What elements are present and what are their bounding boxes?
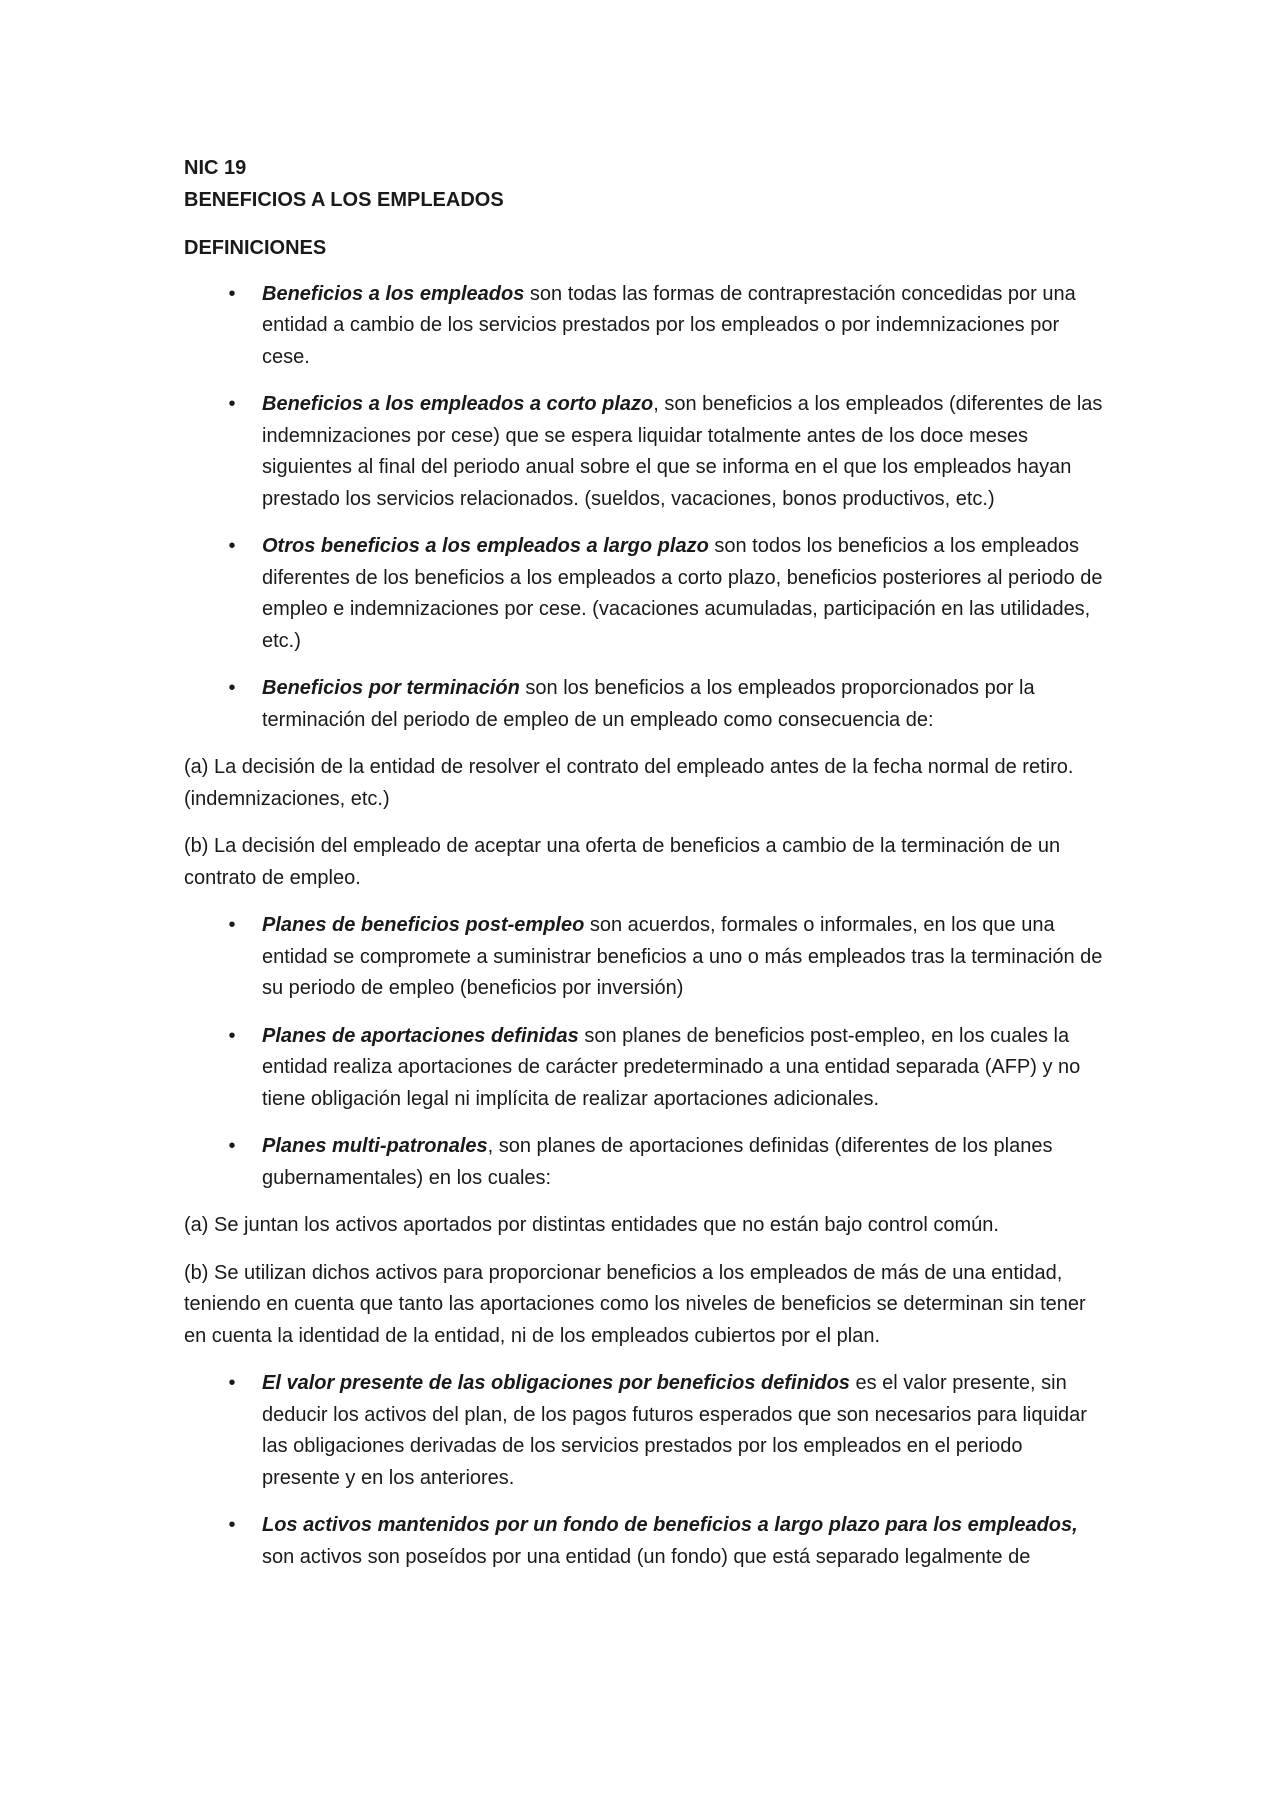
bullet-icon: • (228, 535, 236, 557)
definition-term: Beneficios a los empleados a corto plazo (262, 393, 654, 415)
definition-text: son todos los beneficios a los empleados diferentes de los beneficios a los empleados a corto plazo, beneficios posteriores al periodo de empleo e indemnizaciones por cese. (vacaciones acumuladas, participación en las utilidades, etc.) (262, 535, 1103, 652)
definition-term: Beneficios a los empleados (262, 282, 525, 305)
definition-item (184, 389, 1104, 515)
definition-item (184, 1368, 1104, 1494)
definition-term: Planes de beneficios post-empleo (262, 914, 585, 936)
bullet-icon: • (228, 914, 236, 936)
definition-text: son los beneficios a los empleados proporcionados por la terminación del periodo de empleo de un empleado como consecuencia de: (262, 677, 1035, 731)
bullet-icon: • (228, 1514, 236, 1536)
sub-paragraph: (a) Se juntan los activos aportados por distintas entidades que no están bajo control común. (184, 1214, 999, 1236)
definition-item (184, 531, 1104, 657)
definition-term: Planes multi-patronales (262, 1135, 488, 1157)
document-code: NIC 19 (184, 157, 247, 179)
definition-item (184, 279, 1104, 374)
sub-paragraph: (b) Se utilizan dichos activos para proporcionar beneficios a los empleados de más de una entidad, teniendo en cuenta que tanto las aportaciones como los niveles de beneficios se determinan sin tener en cuenta la identidad de la entidad, ni de los empleados cubiertos por el plan. (184, 1261, 1086, 1347)
definition-text: , son beneficios a los empleados (diferentes de las indemnizaciones por cese) que se espera liquidar totalmente antes de los doce meses siguientes al final del periodo anual sobre el que se informa en el que los empleados hayan prestado los servicios relacionados. (sueldos, vacaciones, bonos productivos, etc.) (262, 393, 1103, 510)
definition-text: son planes de beneficios post-empleo, en los cuales la entidad realiza aportaciones de carácter predeterminado a una entidad separada (AFP) y no tiene obligación legal ni implícita de realizar aportaciones adicionales. (262, 1024, 1081, 1110)
bullet-icon: • (228, 393, 236, 415)
definition-item (184, 910, 1104, 1005)
definition-text: son activos son poseídos por una entidad (un fondo) que está separado legalmente de (262, 1545, 1031, 1568)
bullet-icon: • (228, 1024, 236, 1047)
bullet-icon: • (228, 1372, 236, 1394)
definition-item (184, 1510, 1104, 1573)
definition-text: son todas las formas de contraprestación concedidas por una entidad a cambio de los servicios prestados por los empleados o por indemnizaciones por cese. (262, 282, 1076, 368)
sub-paragraph: (b) La decisión del empleado de aceptar una oferta de beneficios a cambio de la terminación de un contrato de empleo. (184, 835, 1061, 889)
definition-item (184, 673, 1104, 736)
definition-text: , son planes de aportaciones definidas (diferentes de los planes gubernamentales) en los cuales: (262, 1135, 1053, 1189)
definition-text: son acuerdos, formales o informales, en los que una entidad se compromete a suministrar beneficios a uno o más empleados tras la terminación de su periodo de empleo (beneficios por inversión) (262, 914, 1103, 999)
section-heading: DEFINICIONES (184, 237, 327, 259)
bullet-icon: • (228, 677, 236, 699)
definition-term: Beneficios por terminación (262, 677, 520, 699)
document-title: BENEFICIOS A LOS EMPLEADOS (184, 188, 504, 211)
definition-term: Planes de aportaciones definidas (262, 1024, 579, 1047)
definition-term: Otros beneficios a los empleados a largo plazo (262, 535, 709, 557)
definition-term: El valor presente de las obligaciones por beneficios definidos (262, 1372, 850, 1394)
definition-item (184, 1131, 1104, 1194)
document-page (184, 153, 1104, 1589)
sub-paragraph: (a) La decisión de la entidad de resolver el contrato del empleado antes de la fecha normal de retiro.(indemnizaciones, etc.) (184, 756, 1074, 810)
definition-term: Los activos mantenidos por un fondo de beneficios a largo plazo para los empleados, (262, 1514, 1078, 1536)
bullet-icon: • (228, 282, 236, 305)
bullet-icon: • (228, 1135, 236, 1157)
definition-item (184, 1021, 1104, 1116)
definition-text: es el valor presente, sin deducir los activos del plan, de los pagos futuros esperados que son necesarios para liquidar las obligaciones derivadas de los servicios prestados por los empleados en el periodo presente y en los anteriores. (262, 1372, 1087, 1489)
